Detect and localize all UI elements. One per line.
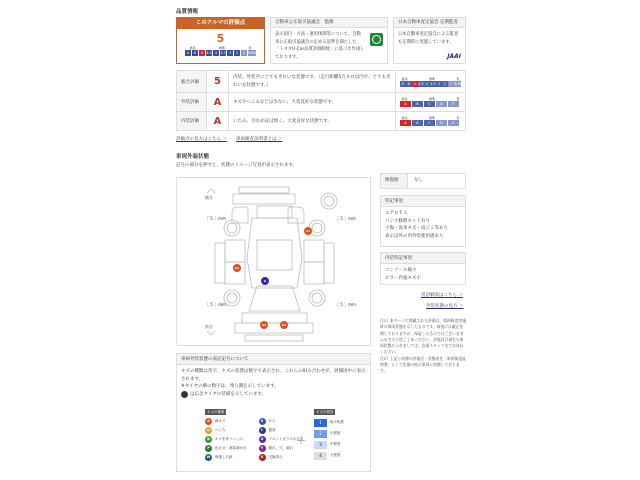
special-note-item: パンク修理キット有り [385,218,430,224]
overall-score: 5 [216,32,225,45]
eval-label: 外装評価 [177,93,207,112]
repair-history [380,173,466,189]
score-box [176,17,265,64]
kind-item [205,435,247,444]
fair-trade-card [270,17,388,64]
level-tag: キズの程度 [316,410,334,414]
scale-cell: 3.5 [220,51,226,55]
kind-label: 修復した跡 [215,455,233,459]
kind-badge: A [205,418,212,425]
level-label: 小程度 [330,431,341,435]
scale-cell: 1 [242,51,246,55]
level-item [314,417,344,428]
kind-item [205,453,247,462]
special-note-item: エアロＴＡ [385,211,408,216]
scale-cell: C [424,120,435,126]
score-scale [177,50,264,56]
scale-cell: 6 [193,51,197,55]
kind-label: 腐食 [268,428,276,432]
kind-item [205,426,247,435]
exterior-guide-link[interactable]: 外装状態の見方 ＞ [426,304,464,309]
fair-trade-header: 自動車公正取引協議会 監修 [271,18,387,28]
scale-cell: 6 [407,81,410,86]
scale-cell: E [448,101,459,107]
kind-label: キズを伴うへこみ [215,437,243,441]
tire-depth-rear-left: ［ 5 ］mm [205,216,226,221]
eval-desc: 内装、外装共にとてもきれいな状態です。（走行距離5万キロ以内で、とてもきれいな状態です。） [229,71,396,93]
score-box-header: このクルマの評価点 [177,18,264,29]
kind-label: フロントガラスのキズ [268,437,304,441]
repair-history-label: 修復歴 [381,174,408,188]
scale-cell-active: 5 [413,81,416,86]
level-item [314,450,344,461]
kind-badge: U [205,427,212,434]
repair-history-value: なし [414,178,423,183]
scale-cell: E [448,120,459,126]
level-badge: 1 [314,419,327,427]
exterior-title: 車両外装状態 [176,154,210,160]
special-notes-header: 特記事項 [381,196,465,207]
scale-cell: R/RA [248,51,257,55]
plus-icon: ＋ [296,436,306,447]
eval-grade: A [207,93,229,112]
scale-cell: 1 [449,81,452,86]
kind-badge: C [259,427,266,434]
spare-tire-icon [181,391,188,398]
scale-cell-active: A [400,120,411,126]
kind-label: 色あせ・塗装剥がれ [215,446,247,450]
eval-desc: いたみ、汚れがほぼ無く、大変良好な状態です。 [229,112,396,131]
scale-cell: 4.5 [206,51,212,55]
scale-cell-active: A [400,101,411,107]
kind-item [205,444,247,453]
chevron-up-icon [207,189,215,193]
scale-cell: 3 [437,81,440,86]
scale-cell: 2 [235,51,239,55]
damage-mark[interactable]: A1 [305,229,311,233]
notes [380,318,466,375]
legend-text: ※タイヤの横の数字は、残り溝を示しています。 [181,384,279,389]
special-note-item: 表示以外の内外装使用感あり [385,233,444,239]
kind-item [259,417,304,426]
glossary-link[interactable]: 用語解説はこちら ＞ [421,293,463,298]
kind-badge: S [259,418,266,425]
scale-label-high: 最高 [189,46,196,50]
special-notes [380,195,466,247]
scale-cell: R/RA [454,81,463,86]
eval-grade: A [207,112,229,131]
scale-cell: 4 [214,51,218,55]
damage-mark[interactable]: G [261,277,269,285]
scale-cell-active: 5 [200,51,204,55]
jaai-header: 日本自動車査定協会 定期監査 [394,18,465,28]
exterior-subtitle: 記号の部分を押すと、状態のイメージ写真が表示されます。 [176,163,298,168]
eval-scale: 最高 標準 低 A B C D E [396,112,466,131]
tire-depth-front-right: ［ 5 ］mm [335,302,356,307]
eval-scale: 最高 標準 低 A B C D E [396,93,466,112]
eval-label: 内装評価 [177,112,207,131]
kind-label: 割れ、穴、破れ [268,446,294,450]
interior-notes [380,252,466,285]
kind-badge: Y [259,445,266,452]
evaluation-table [176,70,466,131]
jaai-logo: JAAI [447,53,461,60]
scale-cell: 4 [425,81,428,86]
scale-cell: 2 [443,81,446,86]
eval-scale: 最高 標準 低 S 6 5 4.5 4 3.5 3 2 1 R/RA [396,71,466,93]
table-row [177,112,466,131]
kind-label: サビ [268,419,276,423]
inspection-cert-link[interactable]: 車両検査証明書とは ＞ [236,137,283,142]
kind-label: 線キズ [215,419,226,423]
tire-depth-front-left: ［ 5 ］mm [205,302,226,307]
damage-mark[interactable]: A1 [281,323,287,327]
scale-cell: B [412,120,423,126]
level-badge: 3 [314,441,327,449]
level-item [314,439,344,450]
rear-label: 後方 [205,195,213,200]
interior-note-item: ピラー内張キズ小 [385,275,421,281]
damage-mark[interactable]: A1 [261,323,267,327]
scale-cell: D [436,120,447,126]
damage-mark[interactable]: A1 [234,266,240,270]
car-outline-icon [177,178,372,347]
level-legend [314,409,344,461]
level-label: 大程度 [330,453,341,457]
scale-cell: B [412,101,423,107]
kind-item [259,453,304,462]
legend-header: 車両外装状態の表記記号について [177,354,370,365]
eval-label: 総合評価 [177,71,207,93]
scale-cell: S [401,81,404,86]
level-badge: 4 [314,452,327,460]
kind-badge: X [259,454,266,461]
chevron-down-icon [207,331,215,335]
table-row [177,93,466,112]
level-badge: 2 [314,430,327,438]
table-row [177,71,466,93]
kind-tag: キズの種類 [207,410,225,414]
level-item [314,428,344,439]
fair-trade-body: 表示項目・方法・運用体制等について、自動車公正取引協議会の定める基準を満たした「トヨタU-Car品質評価制度」に基づき作成しております。 [275,32,365,60]
legend-text: は応急タイヤの装備を示しています。 [190,391,267,397]
front-label: 前方 [205,324,213,329]
scale-label-low: 低 [248,46,252,50]
kind-item [205,417,247,426]
legend-box [176,353,371,472]
jaai-card [393,17,466,64]
jaai-body: 日本自動車査定協会による監査も定期的に実施しています。 [398,32,459,45]
score-guide-link[interactable]: 評価点の見方はこちら ＞ [176,137,227,142]
interior-note-item: コンソール傷小 [385,268,417,273]
note-2: 注2）上記と同様の評価点・状態表を「車両検査証明書」として店頭の展示車両に装備しております。 [380,355,466,374]
scale-cell: D [436,101,447,107]
fair-trade-logo-icon [370,33,383,46]
kind-badge: G [259,436,266,443]
note-1: 注1）本ページに掲載された評価は、車両検査実施時の車両状態を示したものです。検査には厳正を期しておりますが、保証したものではございませんのでその旨ご了承ください。評価及び現在の車両状態につきましては、店頭スタッフまでお尋ねください。 [380,318,466,355]
scale-cell: 4.5 [418,81,424,86]
eval-grade: 5 [207,71,229,93]
kind-badge: W [206,455,211,459]
kind-legend [205,409,303,462]
kind-label: 交換済み [268,455,283,459]
kind-badge: P [205,445,212,452]
quality-section-title: 品質情報 [176,9,199,15]
scale-label-std: 標準 [218,46,225,50]
kind-badge: B [205,436,212,443]
level-label: 極小程度 [330,420,344,424]
scale-cell: 3.5 [430,81,436,86]
level-label: 中程度 [330,442,341,446]
scale-cell: C [424,101,435,107]
legend-text: キズの種類は英字、キズの状態は数字で表示され、これらの組み合わせが、展開図中に表示されます。 [181,369,366,382]
car-diagram [176,177,371,346]
tire-depth-rear-right: ［ 5 ］mm [335,216,356,221]
eval-desc: キズやへこみなどは少ない、大変良好な状態です。 [229,93,396,112]
scale-cell: 3 [228,51,232,55]
special-note-item: 小傷・洗車キズ・雨ジミ等あり [385,226,448,231]
kind-label: へこみ [215,428,226,432]
scale-cell: S [186,51,190,55]
interior-notes-header: 内装特記事項 [381,253,465,264]
